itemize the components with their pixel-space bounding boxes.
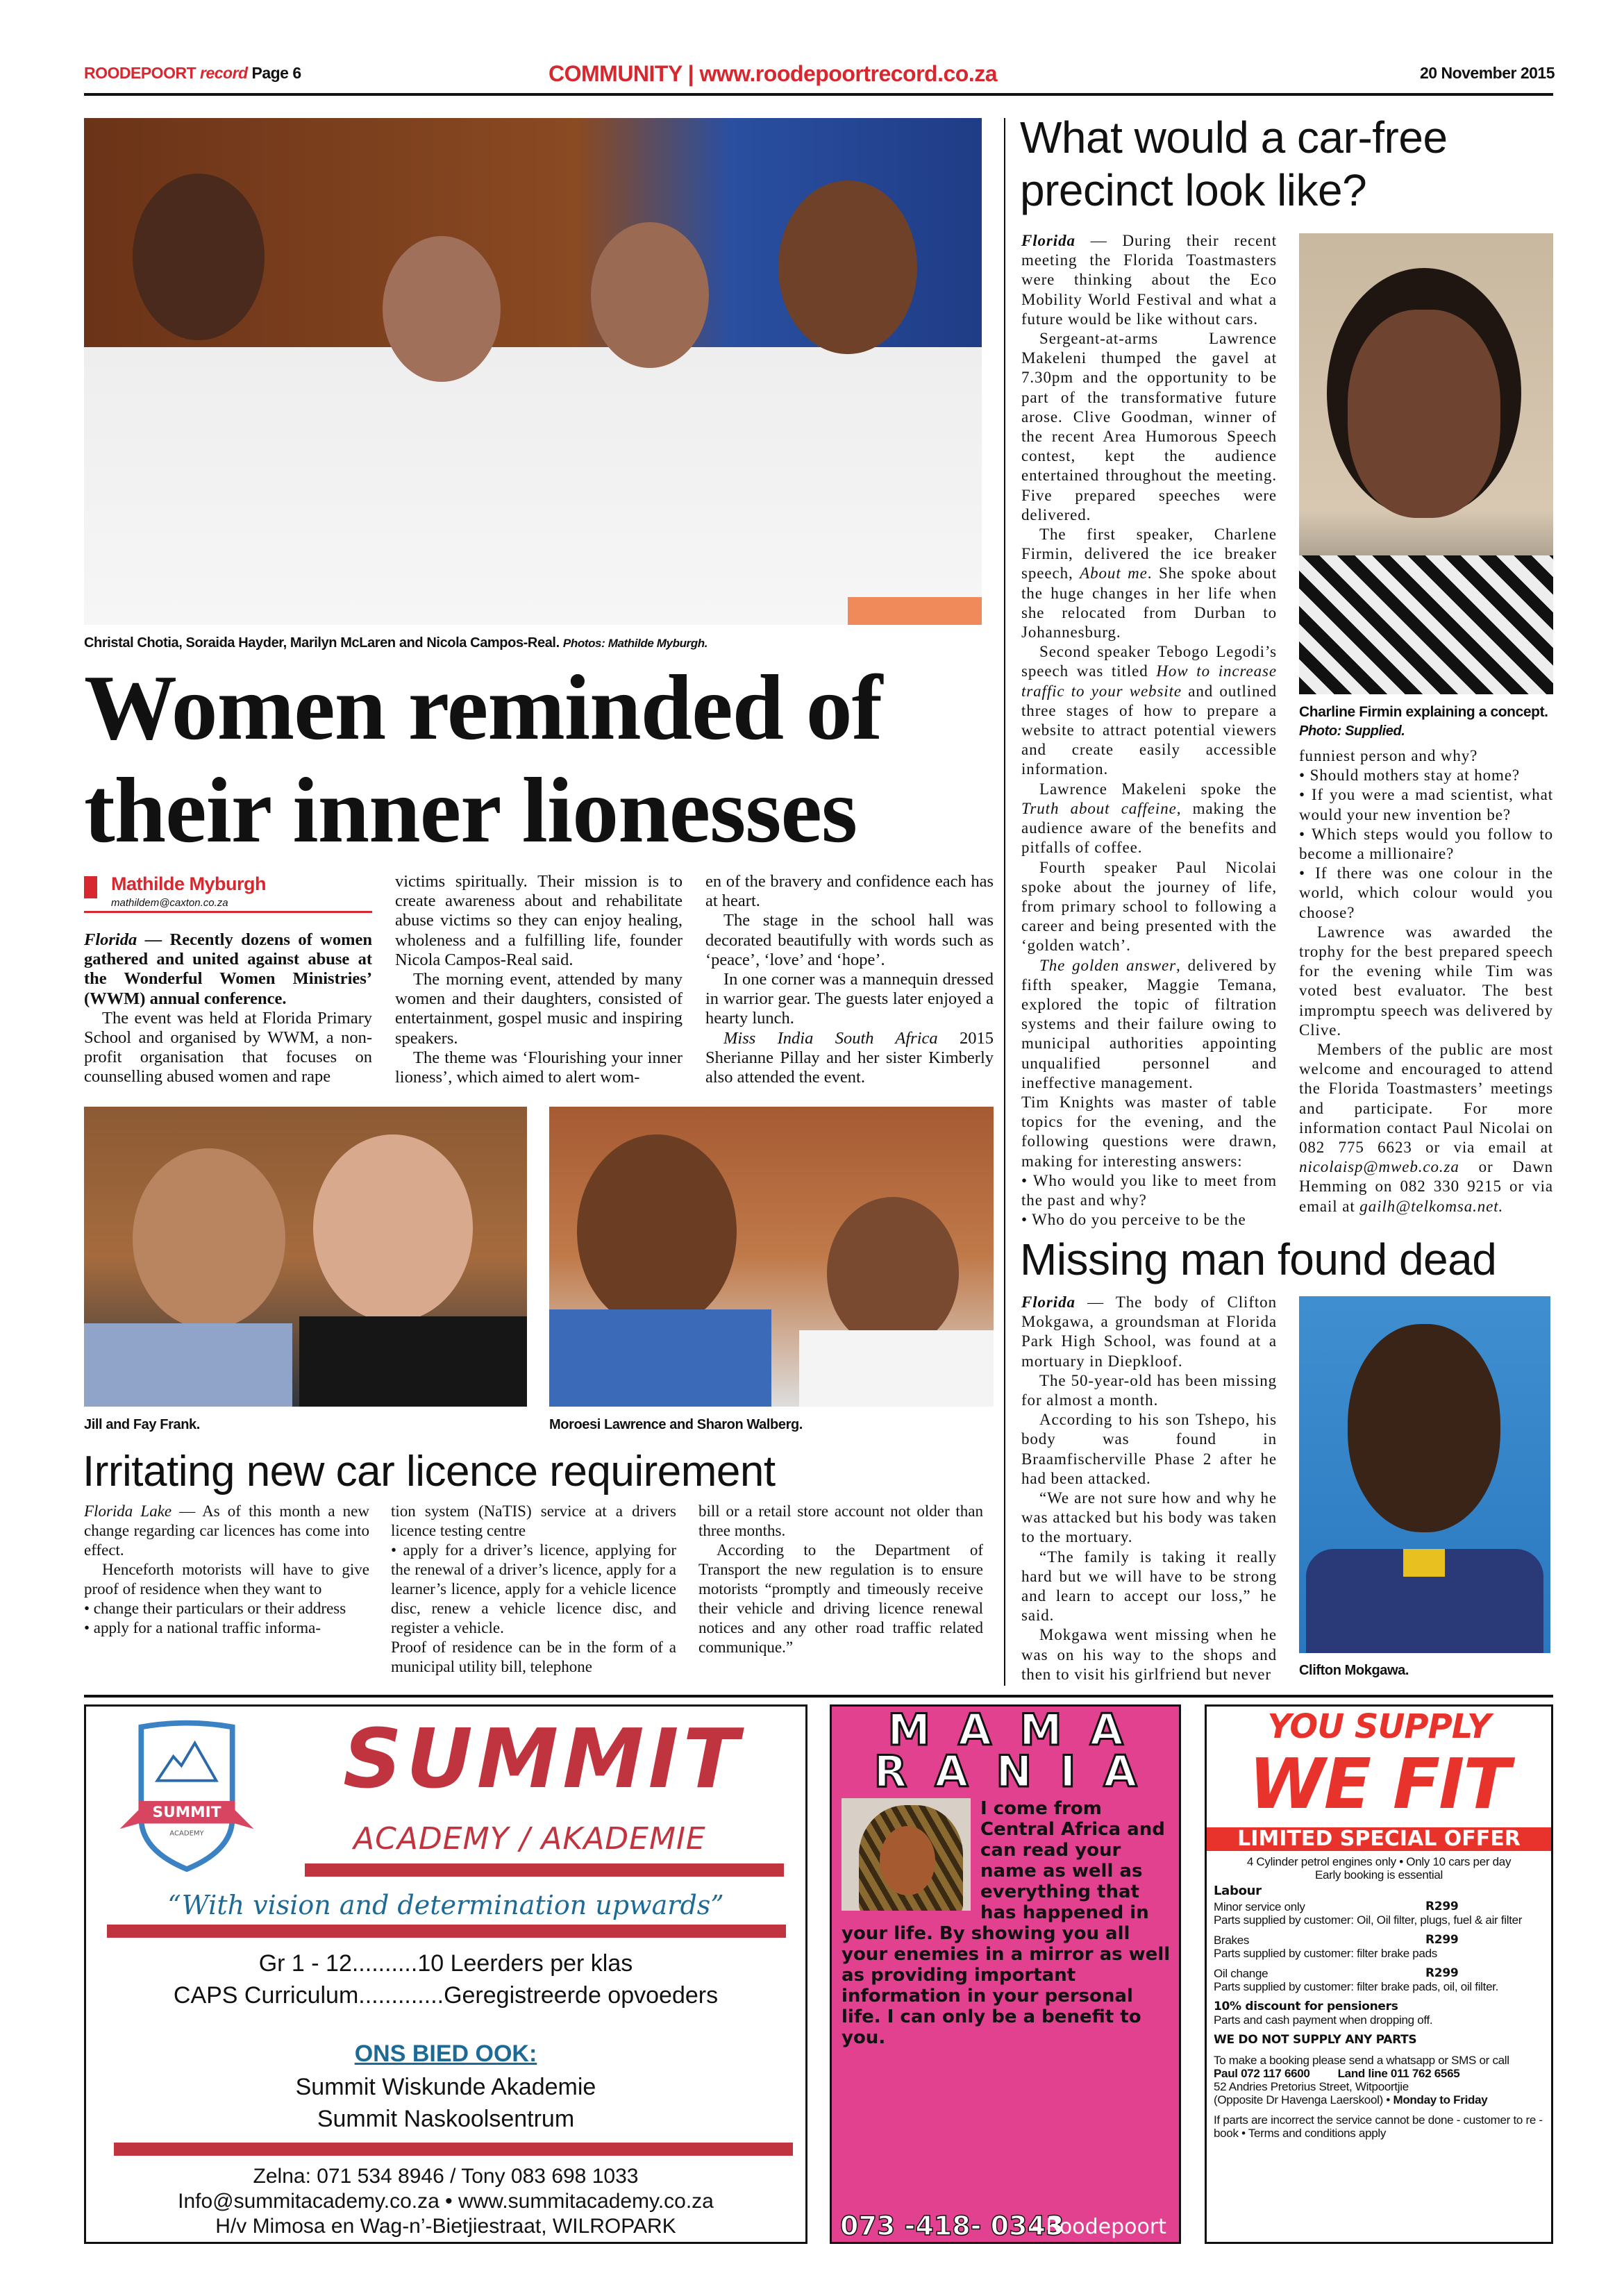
paragraph <box>1021 1293 1277 1371</box>
licence-column-1 <box>84 1502 369 1684</box>
labour-heading: Labour <box>1214 1884 1262 1898</box>
lead-headline-line: their inner lionesses <box>84 759 857 862</box>
lead-column-1 <box>84 930 372 1097</box>
text-run: bill or a retail store account not older than three months. <box>698 1502 983 1539</box>
paragraph <box>1021 780 1277 858</box>
missing-column <box>1021 1293 1277 1685</box>
text-run: Mokgawa went missing when he was on his way to the shops and then to visit his girlfriend but never <box>1021 1626 1277 1683</box>
wefit-address: 52 Andries Pretorius Street, Witpoortjie <box>1214 2080 1409 2093</box>
we-fit-body <box>1214 1855 1544 2143</box>
text-run: Tim Knights was master of table topics for the evening, and the following questions were drawn, making for interesting answers: <box>1021 1093 1277 1170</box>
group-photo-caption <box>84 635 708 652</box>
paragraph <box>1021 525 1277 642</box>
header-rule <box>84 93 1553 96</box>
photo-moroesi-sharon-caption: Moroesi Lawrence and Sharon Walberg. <box>549 1417 803 1432</box>
page-number: Page 6 <box>251 64 301 82</box>
text-run: The event was held at Florida Primary School and organised by WWM, a non-profit organisation that focuses on counselling abused women and rape <box>84 1008 372 1087</box>
paragraph <box>84 1560 369 1599</box>
text-run: Second speaker Tebogo Legodi’s speech was titled <box>1021 643 1277 680</box>
text-run: According to his son Tshepo, his body was found in Braamfischerville Phase 2 after he had been attacked. <box>1021 1411 1277 1487</box>
paragraph <box>391 1638 676 1677</box>
paragraph <box>391 1541 676 1638</box>
text-run: , making the audience aware of the benefits and pitfalls of coffee. <box>1021 799 1277 857</box>
text-run: According to the Department of Transport the new regulation is to ensure motorists “promptly and timeously receive their vehicle and driving licence renewal notices and any other road traffic related communique.” <box>698 1541 983 1656</box>
paragraph <box>391 1502 676 1541</box>
paragraph <box>1299 923 1553 1040</box>
service-name: Oil change <box>1214 1967 1269 1980</box>
mama-rania-ad[interactable] <box>830 1704 1181 2244</box>
service-item <box>1214 1934 1544 1960</box>
text-run: en of the bravery and confidence each has at heart. <box>705 872 994 911</box>
paragraph <box>1021 1489 1277 1548</box>
text-run: • change their particulars or their address <box>84 1600 346 1617</box>
photo-credit: Photo: Supplied. <box>1299 723 1405 739</box>
text-run: The stage in the school hall was decorated beautifully with words such as ‘peace’, ‘love’ and ‘hope’. <box>705 911 994 969</box>
open-days: Monday to Friday <box>1393 2093 1488 2106</box>
text-run: — During their recent meeting the Florida Toastmasters were thinking about the Eco Mobility World Festival and what a future would be like without cars. <box>1021 232 1277 328</box>
mama-location: - Roodepoort <box>1032 2215 1166 2239</box>
pensioner-discount: 10% discount for pensioners <box>1214 2000 1398 2013</box>
summit-offer-1: Summit Wiskunde Akademie <box>295 2074 596 2100</box>
paragraph <box>1021 1548 1277 1626</box>
paragraph <box>1021 858 1277 956</box>
summit-web[interactable]: Info@summitacademy.co.za • www.summitacademy.co.za <box>178 2190 714 2213</box>
page-folio <box>84 64 301 83</box>
no-parts-notice: WE DO NOT SUPPLY ANY PARTS <box>1214 2033 1417 2047</box>
lead-column-3 <box>705 872 994 1097</box>
paragraph <box>395 1048 683 1087</box>
mama-text-side: I come from Central Africa and can read your name as well as everything that has happened in <box>980 1798 1165 1923</box>
summit-curriculum: CAPS Curriculum.............Geregistreerde opvoeders <box>173 1982 719 2009</box>
paragraph <box>1299 825 1553 864</box>
paragraph <box>1021 1371 1277 1410</box>
carfree-column-1 <box>1021 231 1277 1229</box>
paragraph <box>698 1502 983 1541</box>
offer-intro: 4 Cylinder petrol engines only • Only 10 cars per day <box>1246 1855 1512 1868</box>
text-run: • If you were a mad scientist, what would your new invention be? <box>1299 786 1553 823</box>
paragraph <box>1299 864 1553 923</box>
paper-name: ROODEPOORT <box>84 64 196 82</box>
text-run: • Should mothers stay at home? <box>1299 766 1521 785</box>
licence-column-3 <box>698 1502 983 1684</box>
we-fit-title: WE FIT <box>1248 1743 1509 1825</box>
text-run: • If there was one colour in the world, which colour would you choose? <box>1299 864 1553 921</box>
carfree-headline-line: precinct look like? <box>1020 165 1367 215</box>
photo-moroesi-sharon <box>549 1107 994 1407</box>
text-run: • apply for a national traffic informa- <box>84 1619 321 1636</box>
text-run: • apply for a driver’s licence, applying for the renewal of a driver’s licence, apply for a learner’s licence, apply for a vehicle licence disc, renew a vehicle licence disc, and register a vehicle. <box>391 1541 676 1636</box>
mama-title-1: MAMA <box>887 1704 1151 1755</box>
service-item <box>1214 1967 1544 1993</box>
text-run: Lawrence was awarded the trophy for the best prepared speech for the evening while Tim was voted best evaluator. The best impromptu speech was delivered by Clive. <box>1299 923 1553 1039</box>
summit-grades: Gr 1 - 12..........10 Leerders per klas <box>258 1950 633 1977</box>
summit-academy-ad[interactable] <box>84 1704 807 2244</box>
text-run: funniest person and why? <box>1299 747 1478 764</box>
carfree-headline <box>1020 111 1448 217</box>
address-note: (Opposite Dr Havenga Laerskool) • <box>1214 2093 1391 2106</box>
service-price: R299 <box>1425 1900 1459 1913</box>
summit-title: SUMMIT <box>343 1711 744 1807</box>
svg-text:SUMMIT: SUMMIT <box>152 1804 221 1822</box>
text-run: Members of the public are most welcome and encouraged to attend the Florida Toastmasters’ meetings and participate. For more information contact Paul Nicolai on 082 775 6623 or via email at <box>1299 1041 1553 1157</box>
text-run: nicolaisp@mweb.co.za <box>1299 1158 1459 1176</box>
summit-crest-logo <box>114 1716 260 1872</box>
section-title: COMMUNITY | www.roodepoortrecord.co.za <box>549 61 997 86</box>
paragraph <box>705 872 994 911</box>
phone-paul[interactable]: Paul 072 117 6600 <box>1214 2067 1310 2080</box>
paragraph <box>1021 1410 1277 1489</box>
mama-rania-photo <box>842 1798 971 1911</box>
phone-landline[interactable]: Land line 011 762 6565 <box>1337 2067 1460 2080</box>
text-run: • Who would you like to meet from the past and why? <box>1021 1171 1277 1209</box>
text-run: and outlined three stages of how to prepare a website to attract potential viewers and create easily accessible information. <box>1021 682 1277 778</box>
mama-phone[interactable]: 073 -418- 0343 <box>840 2211 1064 2241</box>
paragraph <box>1299 1040 1553 1216</box>
paragraph <box>705 911 994 970</box>
text-run: victims spiritually. Their mission is to create awareness about and rehabilitate abuse victims so they can enjoy healing, wholeness and a fulfilling life, founder Nicola Campos-Real said. <box>395 872 683 969</box>
charline-caption <box>1299 703 1553 741</box>
paragraph <box>1021 329 1277 525</box>
paragraph <box>1299 766 1553 785</box>
service-parts: Parts supplied by customer: filter brake pads, oil, oil filter. <box>1214 1980 1499 1993</box>
text-run: Sergeant-at-arms Lawrence Makeleni thumped the gavel at 7.30pm and the opportunity to be part of the transformative future arose. Clive Goodman, winner of the recent Area Humorous Speech contest, kept the audience entertained throughout the meeting. Five prepared speeches were delivered. <box>1021 330 1277 523</box>
text-run: . She spoke about the huge changes in her life when she relocated from Durban to Johannesburg. <box>1021 564 1277 642</box>
column-divider <box>1004 118 1005 1686</box>
text-run: Miss India South Africa <box>723 1028 938 1048</box>
text-run: tion system (NaTIS) service at a drivers licence testing centre <box>391 1502 676 1539</box>
paragraph <box>1021 1210 1277 1229</box>
text-run: • Who do you perceive to be the <box>1021 1211 1246 1229</box>
you-supply-title: YOU SUPPLY <box>1267 1707 1491 1746</box>
carfree-headline-line: What would a car-free <box>1020 112 1448 162</box>
text-run: Proof of residence can be in the form of a municipal utility bill, telephone <box>391 1639 676 1675</box>
text-run: In one corner was a mannequin dressed in warrior gear. The guests later enjoyed a hearty lunch. <box>705 970 994 1028</box>
paper-name-suffix: record <box>200 64 248 82</box>
paragraph <box>1299 785 1553 824</box>
paragraph <box>1021 1093 1277 1171</box>
wefit-address-2 <box>1214 2093 1544 2106</box>
paragraph <box>84 1009 372 1087</box>
summit-bar <box>305 1863 784 1877</box>
ads-rule <box>84 1695 1553 1698</box>
photo-charline-firmin <box>1299 233 1553 694</box>
service-item <box>1214 1900 1544 1927</box>
text-run: How to increase traffic to your website <box>1021 662 1277 700</box>
paragraph <box>705 1029 994 1088</box>
paragraph <box>84 1502 369 1560</box>
summit-bar <box>114 2143 793 2156</box>
text-run: gailh@telkomsa.net. <box>1359 1197 1504 1215</box>
text-run: • Which steps would you follow to become a millionaire? <box>1299 825 1553 863</box>
text-run: “We are not sure how and why he was attacked but his body was taken to the mortuary. <box>1021 1489 1277 1546</box>
svg-text:ACADEMY: ACADEMY <box>169 1829 204 1838</box>
text-run: — As of this month a new change regarding car licences has come into effect. <box>84 1502 369 1559</box>
paragraph <box>1021 956 1277 1093</box>
text-run: Fourth speaker Paul Nicolai spoke about the journey of life, from primary school to following a career and being presented with the ‘golden watch’. <box>1021 858 1277 955</box>
terms: If parts are incorrect the service cannot be done - customer to re -book • Terms and conditions apply <box>1214 2113 1543 2140</box>
text-run: or Dawn Hemming on 082 330 9215 or via email at <box>1299 1158 1553 1215</box>
paragraph <box>1021 1625 1277 1684</box>
service-name: Brakes <box>1214 1934 1250 1947</box>
text-run: The 50-year-old has been missing for almost a month. <box>1021 1371 1277 1409</box>
carfree-right-column <box>1299 703 1553 1232</box>
service-parts: Parts supplied by customer: Oil, Oil filter, plugs, fuel & air filter <box>1214 1913 1523 1927</box>
text-run: The golden answer <box>1039 956 1176 974</box>
lead-column-2 <box>395 872 683 1097</box>
text-run: The first speaker, Charlene Firmin, delivered the ice breaker speech, <box>1021 526 1277 583</box>
group-photo <box>84 118 982 625</box>
service-parts: Parts supplied by customer: filter brake pads <box>1214 1947 1437 1960</box>
carfree-column-2 <box>1299 746 1553 1216</box>
caption-text: Charline Firmin explaining a concept. <box>1299 704 1548 720</box>
paragraph <box>84 930 372 1009</box>
summit-offer-2: Summit Naskoolsentrum <box>317 2106 575 2132</box>
issue-date: 20 November 2015 <box>1419 64 1555 82</box>
licence-headline: Irritating new car licence requirement <box>83 1448 776 1495</box>
text-run: , delivered by fifth speaker, Maggie Temana, explored the topic of filtration systems and their failure owing to municipal authorities appointing unqualified personnel and ineffective management. <box>1021 956 1277 1091</box>
photo-jill-fay-caption: Jill and Fay Frank. <box>84 1417 200 1432</box>
special-offer-band: LIMITED SPECIAL OFFER <box>1207 1827 1551 1851</box>
byline-author: Mathilde Myburgh <box>111 873 266 894</box>
paragraph <box>705 970 994 1029</box>
paragraph <box>395 970 683 1048</box>
booking-text: To make a booking please send a whatsapp or SMS or call <box>1214 2054 1509 2067</box>
text-run: The morning event, attended by many women and their daughters, consisted of entertainment, gospel music and inspiring speakers. <box>395 970 683 1048</box>
mama-title-2: RANIA <box>873 1746 1165 1797</box>
text-run: About me <box>1080 564 1148 583</box>
text-run: — Recently dozens of women gathered and united against abuse at the Wonderful Women Ministries’ (WWM) annual conference. <box>84 930 372 1008</box>
clifton-caption: Clifton Mokgawa. <box>1299 1663 1409 1678</box>
service-price: R299 <box>1425 1966 1459 1980</box>
summit-bar <box>107 1925 786 1938</box>
byline-marker <box>84 876 97 898</box>
text-run: Lawrence Makeleni spoke the <box>1039 780 1277 798</box>
service-price: R299 <box>1425 1933 1459 1947</box>
byline-rule <box>84 911 372 913</box>
missing-headline: Missing man found dead <box>1020 1234 1497 1284</box>
summit-offer-heading: ONS BIED OOK: <box>354 2041 537 2067</box>
lead-headline-line: Women reminded of <box>84 656 882 759</box>
paragraph <box>84 1599 369 1618</box>
photo-credit: Photos: Mathilde Myburgh. <box>562 637 708 650</box>
photo-jill-fay <box>84 1107 527 1407</box>
paragraph <box>1299 746 1553 766</box>
text-run: 2015 Sherianne Pillay and her sister Kimberly also attended the event. <box>705 1028 994 1087</box>
summit-subtitle: ACADEMY / AKADEMIE <box>353 1821 706 1857</box>
offer-intro-2: Early booking is essential <box>1314 1868 1443 1882</box>
paragraph <box>84 1618 369 1638</box>
byline-email[interactable]: mathildem@caxton.co.za <box>111 897 228 909</box>
caption-text: Christal Chotia, Soraida Hayder, Marilyn McLaren and Nicola Campos-Real. <box>84 635 560 651</box>
mama-body <box>842 1798 1176 2048</box>
summit-phones: Zelna: 071 534 8946 / Tony 083 698 1033 <box>253 2165 639 2188</box>
paragraph <box>698 1541 983 1657</box>
text-run: Henceforth motorists will have to give proof of residence when they want to <box>84 1561 369 1598</box>
booking-phones <box>1214 2067 1544 2080</box>
summit-tagline: “With vision and determination upwards” <box>167 1890 724 1920</box>
photo-clifton-mokgawa <box>1299 1296 1550 1653</box>
text-run: The theme was ‘Flourishing your inner lioness’, which aimed to alert wom- <box>395 1048 683 1087</box>
paragraph <box>1021 1171 1277 1210</box>
paragraph <box>395 872 683 970</box>
text-run: Florida <box>84 930 137 949</box>
text-run: — The body of Clifton Mokgawa, a groundsman at Florida Park High School, was found at a mortuary in Diepkloof. <box>1021 1293 1277 1370</box>
text-run: Florida <box>1021 1293 1075 1311</box>
paragraph <box>1021 642 1277 779</box>
we-fit-ad[interactable] <box>1205 1704 1553 2244</box>
paragraph <box>1021 231 1277 329</box>
text-run: Florida Lake <box>84 1502 172 1520</box>
text-run: Florida <box>1021 232 1075 249</box>
text-run: Truth about caffeine <box>1021 799 1177 817</box>
mama-text-full: your life. By showing you all your enemies in a mirror as well as providing important information in your personal life. I can only be a benefit to you. <box>842 1923 1171 2048</box>
service-name: Minor service only <box>1214 1900 1305 1913</box>
lead-headline <box>84 656 997 862</box>
licence-column-2 <box>391 1502 676 1684</box>
summit-address: H/v Mimosa en Wag-n’-Bietjiestraat, WILROPARK <box>215 2215 676 2238</box>
discount-note: Parts and cash payment when dropping off. <box>1214 2013 1433 2027</box>
text-run: “The family is taking it really hard but we will have to be strong and learn to accept our loss,” he said. <box>1021 1548 1277 1625</box>
